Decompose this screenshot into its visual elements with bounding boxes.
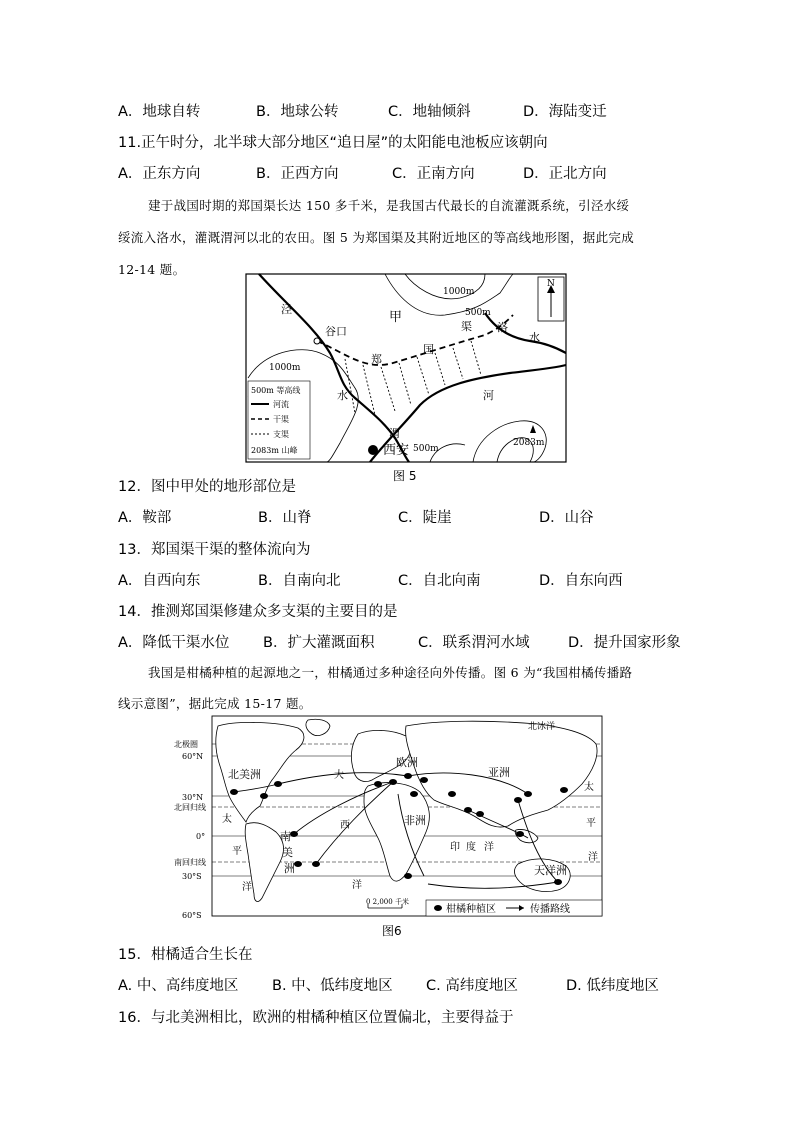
- q14-option-b: B．扩大灌溉面积: [263, 635, 375, 651]
- q12-option-a: A．鞍部: [118, 510, 172, 526]
- contour-1000m-a: 1000m: [443, 287, 475, 297]
- legend-route: 传播路线: [530, 904, 570, 915]
- north-label: N: [547, 279, 555, 289]
- figure-6-caption: 图6: [382, 924, 402, 938]
- label-jia: 甲: [389, 310, 403, 325]
- figure-5-contour-map: [245, 273, 567, 463]
- lat-tropic-capricorn: 南回归线: [174, 858, 206, 867]
- figure-5-caption: 图 5: [393, 469, 417, 483]
- label-asia: 亚洲: [488, 766, 510, 779]
- label-qu: 渠: [461, 320, 472, 333]
- q11-stem: 11.正午时分，北半球大部分地区“追日屋”的太阳能电池板应该朝向: [118, 135, 548, 151]
- q10-option-c: C．地轴倾斜: [388, 104, 471, 120]
- lat-30n: 30°N: [182, 793, 204, 802]
- label-arctic-ocean: 北冰洋: [528, 722, 556, 732]
- q10-option-d: D．海陆变迁: [523, 104, 607, 120]
- label-oceania: 天洋洲: [534, 864, 567, 877]
- label-xian: 西安: [383, 443, 410, 458]
- fig5-legend: [248, 381, 310, 459]
- q16-stem: 16．与北美洲相比，欧洲的柑橘种植区位置偏北，主要得益于: [118, 1010, 514, 1026]
- q14-option-a: A．降低干渠水位: [118, 635, 230, 651]
- q11-option-c: C．正南方向: [392, 166, 475, 182]
- q10-option-a: A．地球自转: [118, 104, 201, 120]
- label-wei: 渭: [389, 427, 400, 440]
- label-gukou: 谷口: [325, 325, 347, 338]
- legend-contour: 500m 等高线: [251, 386, 301, 395]
- q14-stem: 14．推测郑国渠修建众多支渠的主要目的是: [118, 604, 398, 620]
- legend-branch-canal: 支渠: [273, 430, 289, 439]
- label-indian-ocean-2: 度: [466, 842, 476, 853]
- passage2-line2: 线示意图”，据此完成 15-17 题。: [118, 696, 312, 711]
- lat-60n: 60°N: [182, 752, 204, 761]
- label-pacific-w2: 平: [232, 846, 242, 857]
- figure-6-world-map: [168, 714, 604, 920]
- passage1-line1: 建于战国时期的郑国渠长达 150 多千米，是我国古代最长的自流灌溉系统，引泾水绥: [148, 198, 630, 213]
- label-shui-west: 水: [337, 389, 348, 402]
- q12-stem: 12．图中甲处的地形部位是: [118, 479, 296, 495]
- label-indian-ocean-1: 印: [450, 842, 460, 853]
- q15-option-a: A. 中、高纬度地区: [118, 978, 239, 994]
- contour-500m-b: 500m: [413, 444, 439, 454]
- q15-option-d: D. 低纬度地区: [566, 978, 659, 994]
- contour-500m-a: 500m: [465, 308, 491, 318]
- legend-peak: 2083m 山峰: [251, 446, 298, 455]
- label-atlantic-1: 大: [334, 770, 344, 781]
- q15-option-b: B. 中、低纬度地区: [272, 978, 393, 994]
- q12-option-b: B．山脊: [258, 510, 312, 526]
- label-shui-east: 水: [529, 331, 540, 344]
- legend-river: 河流: [273, 400, 289, 409]
- label-pacific-e1: 太: [584, 782, 594, 793]
- legend-plantation: 柑橘种植区: [446, 904, 496, 915]
- fig6-legend: [426, 900, 602, 916]
- label-jing: 泾: [281, 303, 292, 316]
- lat-tropic-cancer: 北回归线: [174, 803, 206, 812]
- label-indian-ocean-3: 洋: [484, 842, 494, 853]
- passage1-line2: 绥流入洛水，灌溉渭河以北的农田。图 5 为郑国渠及其附近地区的等高线地形图，据此完成: [118, 230, 635, 245]
- label-zheng: 郑: [371, 353, 382, 366]
- q13-option-a: A．自西向东: [118, 573, 201, 589]
- q12-option-c: C．陡崖: [398, 510, 452, 526]
- q12-option-d: D．山谷: [539, 510, 594, 526]
- label-guo: 国: [423, 343, 434, 356]
- label-pacific-e3: 洋: [588, 852, 598, 863]
- lat-30s: 30°S: [182, 872, 202, 881]
- label-south-america-2: 美: [282, 846, 293, 859]
- lat-equator: 0°: [196, 832, 206, 841]
- passage2-line1: 我国是柑橘种植的起源地之一，柑橘通过多种途径向外传播。图 6 为“我国柑橘传播路: [148, 665, 633, 680]
- legend-main-canal: 干渠: [273, 415, 289, 424]
- q11-option-d: D．正北方向: [523, 166, 607, 182]
- label-pacific-w3: 洋: [242, 882, 252, 893]
- passage1-line3: 12-14 题。: [118, 262, 186, 277]
- scale-label: 0 2,000 千米: [366, 898, 409, 906]
- q13-stem: 13．郑国渠干渠的整体流向为: [118, 542, 311, 558]
- q13-option-b: B．自南向北: [258, 573, 341, 589]
- q11-option-a: A．正东方向: [118, 166, 201, 182]
- label-africa: 非洲: [404, 814, 426, 827]
- q13-option-d: D．自东向西: [539, 573, 623, 589]
- peak-label: 2083m: [513, 438, 545, 448]
- label-he: 河: [483, 389, 494, 402]
- q13-option-c: C．自北向南: [398, 573, 481, 589]
- lat-60s: 60°S: [182, 911, 202, 920]
- label-atlantic-3: 洋: [352, 880, 362, 891]
- q15-option-c: C. 高纬度地区: [426, 978, 518, 994]
- label-pacific-w1: 太: [222, 814, 232, 825]
- q14-option-c: C．联系渭河水域: [418, 635, 530, 651]
- label-europe: 欧洲: [396, 756, 418, 769]
- label-north-america: 北美洲: [228, 768, 261, 781]
- label-luo: 洛: [497, 321, 508, 334]
- label-atlantic-2: 西: [340, 820, 350, 831]
- q15-stem: 15．柑橘适合生长在: [118, 947, 253, 963]
- q14-option-d: D．提升国家形象: [568, 635, 681, 651]
- contour-1000m-b: 1000m: [269, 363, 301, 373]
- q10-option-b: B．地球公转: [256, 104, 339, 120]
- label-south-america-1: 南: [280, 830, 291, 843]
- lat-arctic-circle: 北极圈: [174, 740, 198, 749]
- label-south-america-3: 洲: [284, 862, 295, 875]
- q11-option-b: B．正西方向: [256, 166, 339, 182]
- label-pacific-e2: 平: [586, 818, 596, 829]
